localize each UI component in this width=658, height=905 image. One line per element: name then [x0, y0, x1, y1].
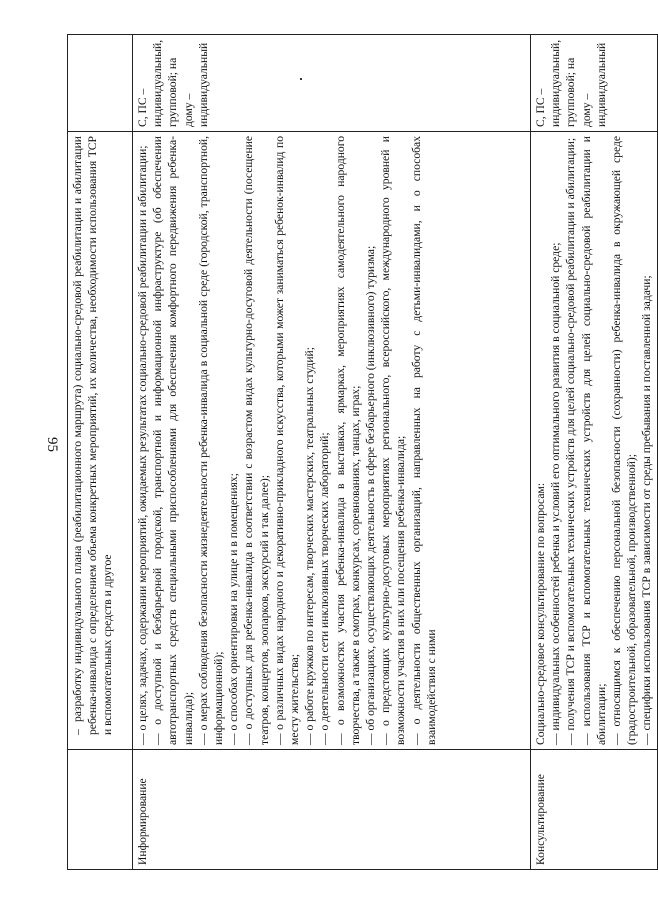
list-lead: — о целях, задачах, содержании мероприятий, ожидаемых результатах социально-средовой реабилитации и абилитации;	[136, 145, 149, 745]
list-item: — о предстоящих культурно-досуговых мероприятиях регионального, всероссийского, международного уровней и возможности участия в них или посещения ребенка-инвалида;	[379, 136, 408, 745]
list-item: — о способах ориентировки на улице и в помещениях;	[227, 473, 241, 745]
list-lead: Социально-средовое консультирование по вопросам:	[534, 482, 547, 745]
list-item: — использования ТСР и вспомогательных технических устройств для целей социально-средовой реабилитации и абилитации;	[579, 136, 608, 745]
list-item: — о деятельности общественных организаций, направленных на работу с детьми-инвалидами, и о способах взаимодействия с ними	[409, 136, 438, 745]
list-item: — о работе кружков по интересам, творческих мастерских, театральных студий;	[303, 347, 317, 745]
list-item: — индивидуальных особенностей ребенка и условий его оптимального развития в социальной среде;	[549, 242, 563, 745]
list-item: — о деятельности сети инклюзивных творческих лабораторий;	[318, 432, 332, 745]
list-item: — о доступной и безбарьерной городской, транспортной и информационной инфраструктуре (об обеспечении автотранспортных средств специальными приспособлениями для обеспечения комфортного передвижения ребенка-инвалида);	[151, 136, 195, 745]
list-item: — о доступных для ребенка-инвалида в соответствии с возрастом видах культурно-досуговой деятельности (посещение театров, концертов, зоопарков, экскурсий и так далее);	[242, 136, 271, 745]
cell-empty	[68, 750, 133, 870]
list-item: – разработку индивидуального плана (реабилитационного маршрута) социально-средовой реабилитации и абилитации ребенка-инвалида с определением объема конкретных мероприятий, их количества, необходимости использования ТСР и вспомогательных средств и другое	[71, 136, 115, 735]
table-row-informing	[133, 35, 531, 870]
list-item: — получения ТСР и вспомогательных технических устройств для целей социально-средовой реабилитации и абилитации;	[564, 137, 578, 745]
services-table	[67, 34, 658, 870]
list-item: — относящимся к обеспечению персональной безопасности (сохранности) ребенка-инвалида в окружающей среде (градостроительной, образовательной, производственной);	[610, 136, 639, 745]
list-item: — о различных видах народного и декоративно-прикладного искусства, которыми может заниматься ребенок-инвалид по месту жительства;	[272, 136, 302, 745]
service-name: Консультирование	[531, 750, 658, 870]
service-content	[531, 132, 658, 750]
table-row-continuation	[68, 35, 133, 870]
list-item: — об организациях, осуществляющих деятельность в сфере безбарьерного (инклюзивного) туризма;	[364, 245, 378, 745]
list-item: — о мерах соблюдения безопасности жизнедеятельности ребенка-инвалида в социальной среде (городской, транспортной, информационной);	[196, 136, 226, 745]
page-number: 95	[44, 436, 60, 452]
list-item: — о возможностях участия ребенка-инвалида в выставках, ярмарках, мероприятиях самодеятельного народного творчества, а также в смотрах, конкурсах, соревнованиях, танцах, играх;	[333, 136, 362, 745]
service-content	[133, 132, 531, 750]
service-name: Информирование	[133, 750, 531, 870]
cell-continuation	[68, 132, 133, 750]
rotated-page	[67, 35, 654, 870]
service-form: С, ПС – индивидуальный, групповой; на дому – индивидуальный	[531, 35, 658, 132]
list-item: — специфики использования ТСР в зависимости от среды пребывания и поставленной задачи;	[640, 275, 654, 745]
service-form: С, ПС – индивидуальный, групповой; на дому – индивидуальный	[133, 35, 531, 132]
cell-empty	[68, 35, 133, 132]
table-row-consulting	[531, 35, 658, 870]
